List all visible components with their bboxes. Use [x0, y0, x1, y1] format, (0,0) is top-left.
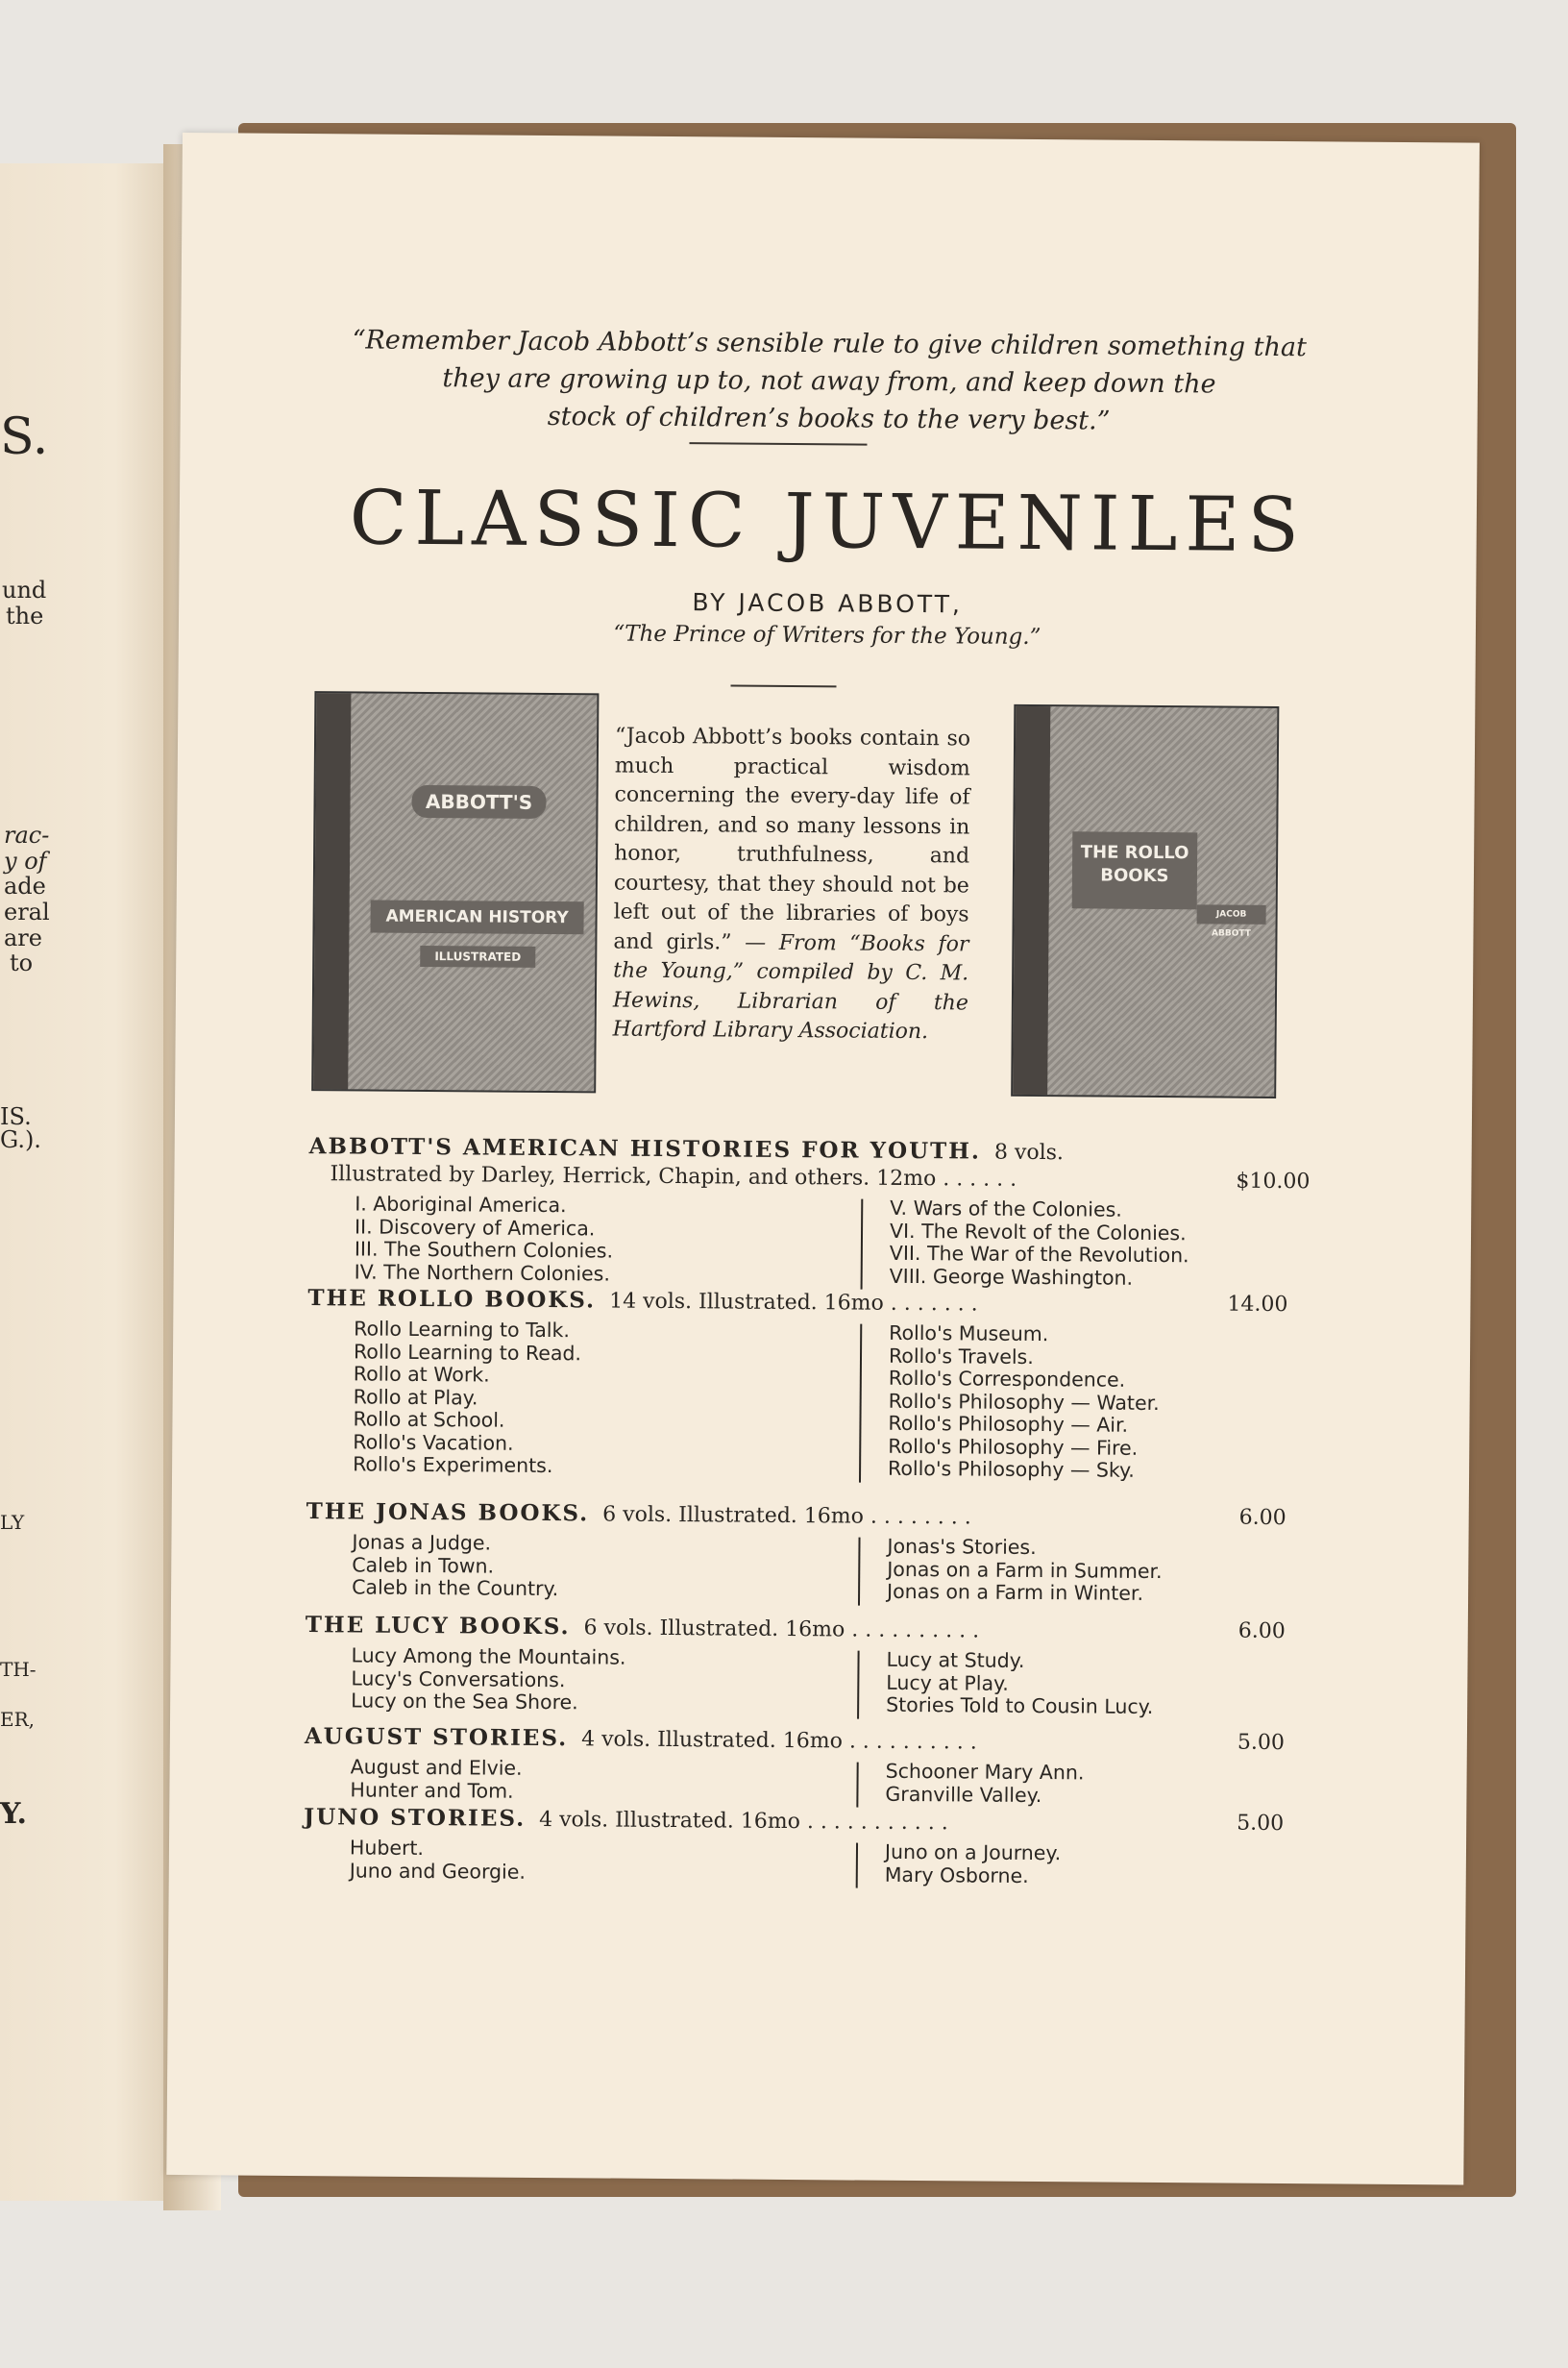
- rollo-books-illustration: [1011, 704, 1279, 1098]
- section-heading: [305, 1723, 1285, 1760]
- epigraph-line: they are growing up to, not away from, and keep down the: [442, 363, 1216, 400]
- epigraph-line: “Remember Jacob Abbott’s sensible rule to give children something that: [352, 325, 1308, 363]
- series-details: 4 vols. Illustrated. 16mo . . . . . . . . . . .: [539, 1807, 948, 1836]
- book-title: Lucy's Conversations.: [351, 1665, 566, 1691]
- title-columns: [305, 1644, 1286, 1724]
- right-title-column: [886, 1649, 1154, 1719]
- book-title: Rollo's Philosophy — Water.: [888, 1389, 1160, 1415]
- series-price: 6.00: [1237, 1618, 1286, 1644]
- book-title: Juno and Georgie.: [349, 1858, 527, 1884]
- book-title: V. Wars of the Colonies.: [890, 1196, 1122, 1221]
- book-title: Rollo's Travels.: [888, 1344, 1034, 1369]
- catalog-section: [308, 1133, 1311, 1295]
- left-page-fragment: y of: [4, 848, 47, 875]
- title-columns: [306, 1531, 1286, 1611]
- book-title: Lucy at Play.: [886, 1670, 1009, 1695]
- left-title-column: [355, 1193, 614, 1285]
- series-title: JUNO STORIES.: [304, 1804, 527, 1832]
- epigraph-line: stock of children’s books to the very best.”: [547, 401, 1111, 436]
- book-title: Hunter and Tom.: [350, 1777, 514, 1803]
- book-title: Lucy Among the Mountains.: [351, 1643, 626, 1669]
- left-title-column: [351, 1644, 625, 1714]
- author-subtitle: “The Prince of Writers for the Young.”: [613, 621, 1041, 651]
- book-title: Jonas on a Farm in Winter.: [887, 1579, 1144, 1605]
- book-title: Juno on a Journey.: [884, 1839, 1062, 1865]
- book-title: Stories Told to Cousin Lucy.: [886, 1692, 1154, 1718]
- left-page-fragment: LY: [0, 1511, 25, 1534]
- book-title: Caleb in the Country.: [352, 1575, 559, 1601]
- series-price: 5.00: [1237, 1730, 1285, 1756]
- page-title: CLASSIC JUVENILES: [349, 475, 1308, 570]
- book-title: Hubert.: [349, 1836, 425, 1861]
- book-title: Jonas on a Farm in Summer.: [887, 1557, 1163, 1583]
- book-title: Rollo's Philosophy — Sky.: [888, 1456, 1135, 1482]
- book-title: I. Aboriginal America.: [355, 1192, 567, 1218]
- book-title: Rollo at Play.: [353, 1384, 478, 1409]
- divider-rule: [689, 442, 867, 445]
- book-title: Rollo Learning to Read.: [353, 1339, 582, 1365]
- title-columns: [306, 1318, 1287, 1488]
- left-page-fragment: TH-: [0, 1658, 37, 1681]
- book-title: Jonas's Stories.: [887, 1534, 1037, 1560]
- series-title: THE LUCY BOOKS.: [305, 1612, 571, 1640]
- series-details: 6 vols. Illustrated. 16mo . . . . . . . .: [602, 1502, 971, 1530]
- book-title: Caleb in Town.: [352, 1552, 495, 1578]
- book-title: Jonas a Judge.: [352, 1530, 492, 1555]
- series-details: 8 vols.: [993, 1140, 1065, 1166]
- left-page-fragment: G.).: [0, 1126, 41, 1153]
- book-title: III. The Southern Colonies.: [354, 1237, 614, 1263]
- right-title-column: [890, 1197, 1190, 1290]
- book-spine: [313, 693, 351, 1089]
- right-title-column: [885, 1761, 1084, 1808]
- right-title-column: [888, 1322, 1160, 1483]
- book-title: Rollo's Philosophy — Air.: [888, 1411, 1129, 1437]
- series-details: 14 vols. Illustrated. 16mo . . . . . . .: [609, 1289, 978, 1317]
- left-title-column: [352, 1531, 559, 1600]
- title-columns: [304, 1837, 1284, 1893]
- left-page-fragment: ade: [4, 873, 46, 900]
- quote-source: — From “Books for the Young,” compiled by C. M. Hewins, Librarian of the Hartford Library Association.: [612, 930, 969, 1045]
- book-title: Rollo Learning to Talk.: [354, 1317, 571, 1343]
- book-title: Rollo's Correspondence.: [888, 1366, 1126, 1392]
- left-page-fragment: IS.: [0, 1103, 32, 1130]
- column-divider: [859, 1324, 862, 1483]
- book-title: Rollo's Experiments.: [353, 1452, 553, 1478]
- quote-text: “Jacob Abbott’s books contain so much practical wisdom concerning the every-day life of children, and so many lessons in honor, truthfulness, and courtesy, that they should not be left out of the libraries of boys and girls.”: [613, 724, 971, 955]
- divider-rule: [730, 684, 836, 687]
- catalog-section: [306, 1285, 1288, 1488]
- book-title: Rollo at Work.: [353, 1362, 490, 1387]
- left-page-fragment: Y.: [0, 1797, 27, 1831]
- left-page-fragment: und: [2, 577, 47, 604]
- series-title: THE JONAS BOOKS.: [306, 1498, 590, 1527]
- left-page-fragment: rac-: [4, 822, 50, 849]
- catalog-section: [305, 1612, 1286, 1724]
- book-label: AMERICAN HISTORY: [370, 900, 583, 935]
- catalog-section: [304, 1723, 1285, 1813]
- book-label: JACOB ABBOTT: [1197, 904, 1266, 925]
- book-title: Schooner Mary Ann.: [885, 1759, 1085, 1785]
- column-divider: [857, 1651, 860, 1719]
- series-price: 5.00: [1237, 1811, 1285, 1837]
- book-title: Rollo's Vacation.: [353, 1429, 514, 1455]
- epigraph: [181, 320, 1479, 443]
- book-title: IV. The Northern Colonies.: [354, 1259, 611, 1286]
- book-title: Rollo's Philosophy — Fire.: [888, 1434, 1139, 1460]
- title-columns: [308, 1193, 1289, 1295]
- book-title: Mary Osborne.: [884, 1862, 1029, 1887]
- book-title: Rollo at School.: [353, 1407, 505, 1432]
- book-title: August and Elvie.: [350, 1755, 523, 1780]
- series-title: ABBOTT'S AMERICAN HISTORIES FOR YOUTH.: [308, 1133, 982, 1165]
- book-title: VII. The War of the Revolution.: [889, 1241, 1189, 1268]
- column-divider: [858, 1538, 861, 1606]
- author-line: BY JACOB ABBOTT,: [692, 588, 964, 619]
- series-details: 6 vols. Illustrated. 16mo . . . . . . . . . .: [583, 1616, 980, 1643]
- left-title-column: [350, 1756, 522, 1802]
- series-details: 4 vols. Illustrated. 16mo . . . . . . . . . .: [581, 1727, 977, 1755]
- series-price: 14.00: [1227, 1292, 1288, 1318]
- left-page-fragment: S.: [0, 408, 49, 466]
- subline-text: Illustrated by Darley, Herrick, Chapin, and others. 12mo . . . . . .: [330, 1162, 1017, 1192]
- left-page-fragment: the: [6, 603, 44, 629]
- book-title: II. Discovery of America.: [354, 1214, 596, 1240]
- american-history-book-illustration: [311, 691, 599, 1093]
- left-page-fragment: to: [10, 950, 34, 976]
- book-label: ILLUSTRATED: [420, 946, 535, 968]
- left-title-column: [353, 1318, 581, 1477]
- catalog-section: [304, 1804, 1285, 1893]
- series-price: $10.00: [1236, 1169, 1311, 1195]
- book-label: THE ROLLO BOOKS: [1072, 831, 1198, 909]
- left-page-fragment: are: [4, 925, 42, 951]
- book-title: VI. The Revolt of the Colonies.: [889, 1219, 1187, 1245]
- left-page-fragment: ER,: [0, 1708, 36, 1731]
- column-divider: [861, 1199, 864, 1290]
- section-heading: [306, 1612, 1286, 1648]
- right-title-column: [885, 1841, 1062, 1887]
- title-columns: [304, 1756, 1284, 1813]
- right-title-column: [887, 1536, 1163, 1606]
- book-spine: [1013, 706, 1050, 1095]
- hewins-quote: [613, 723, 971, 1048]
- section-heading: [306, 1498, 1286, 1535]
- book-title: VIII. George Washington.: [889, 1264, 1134, 1290]
- column-divider: [856, 1763, 858, 1808]
- book-title: Lucy on the Sea Shore.: [351, 1689, 578, 1714]
- catalog-section: [306, 1498, 1286, 1611]
- book-title: Rollo's Museum.: [889, 1320, 1049, 1346]
- left-title-column: [350, 1837, 526, 1883]
- book-title: Lucy at Study.: [886, 1647, 1025, 1672]
- right-page: [166, 133, 1480, 2185]
- series-price: 6.00: [1238, 1505, 1286, 1531]
- book-label: ABBOTT'S: [411, 785, 546, 819]
- series-title: THE ROLLO BOOKS.: [307, 1285, 597, 1314]
- book-title: Granville Valley.: [885, 1782, 1042, 1807]
- series-title: AUGUST STORIES.: [304, 1723, 569, 1752]
- left-page-fragment: eral: [4, 899, 50, 925]
- column-divider: [856, 1843, 858, 1888]
